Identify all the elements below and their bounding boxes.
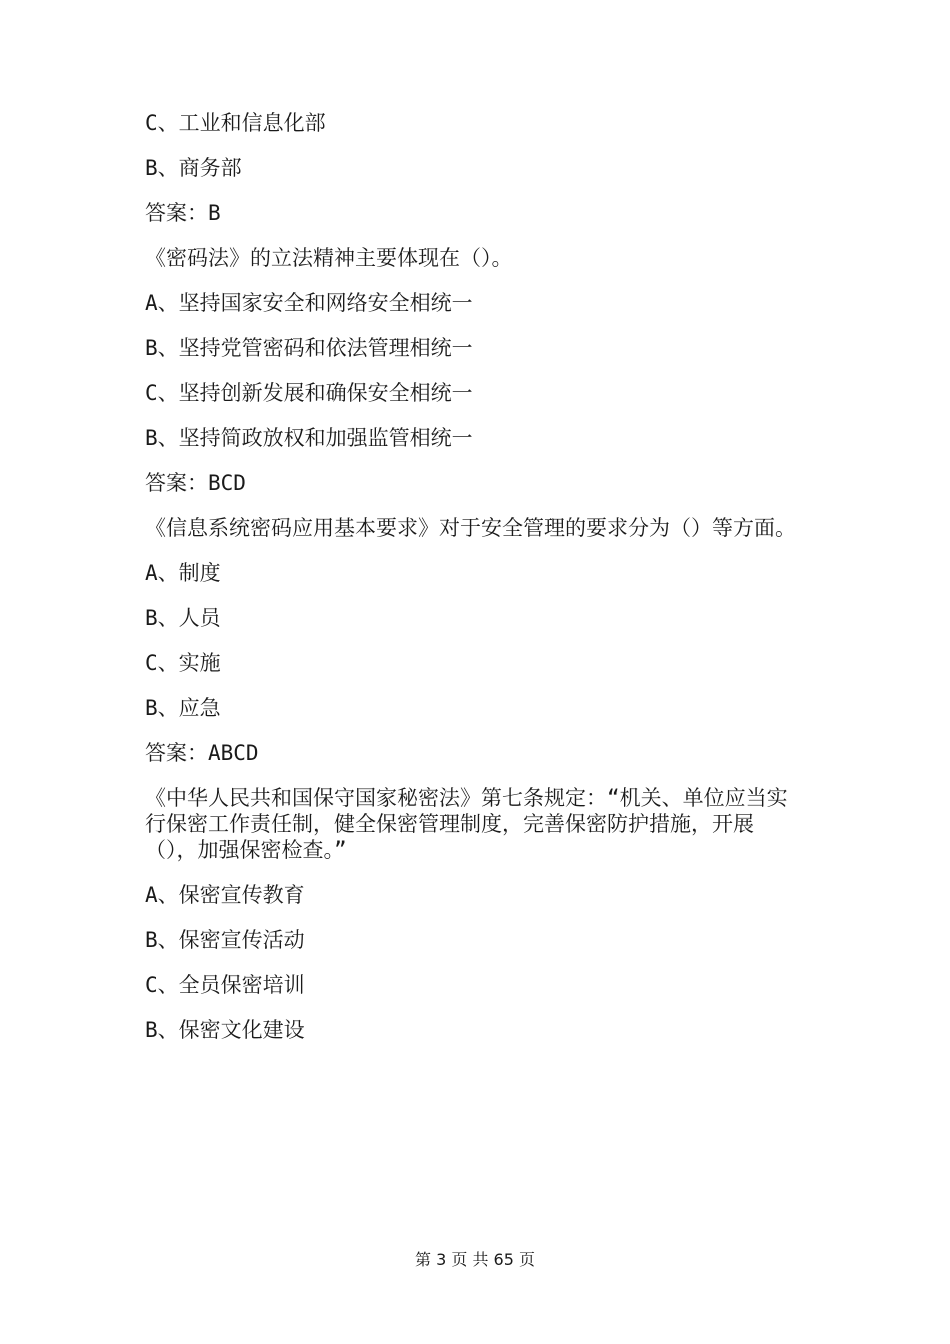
question-text: 《密码法》的立法精神主要体现在（）。 bbox=[145, 246, 513, 270]
answer-text: 答案：B bbox=[145, 201, 221, 225]
answer-text: 答案：BCD bbox=[145, 471, 246, 495]
question-text: 《信息系统密码应用基本要求》对于安全管理的要求分为（）等方面。 bbox=[145, 516, 796, 540]
option-text: B、人员 bbox=[145, 606, 221, 630]
option-text: B、保密宣传活动 bbox=[145, 928, 305, 952]
option-text: C、工业和信息化部 bbox=[145, 111, 326, 135]
option-text: A、保密宣传教育 bbox=[145, 883, 305, 907]
answer-text: 答案：ABCD bbox=[145, 741, 259, 765]
option-text: B、应急 bbox=[145, 696, 221, 720]
question-text: 《中华人民共和国保守国家秘密法》第七条规定：“机关、单位应当实行保密工作责任制，健全保密管理制度，完善保密防护措施，开展（），加强保密检查。” bbox=[145, 786, 788, 862]
option-text: B、坚持简政放权和加强监管相统一 bbox=[145, 426, 473, 450]
option-text: B、商务部 bbox=[145, 156, 242, 180]
option-text: A、制度 bbox=[145, 561, 221, 585]
option-text: C、全员保密培训 bbox=[145, 973, 305, 997]
document-body bbox=[145, 110, 805, 1062]
option-text: B、坚持党管密码和依法管理相统一 bbox=[145, 336, 473, 360]
page-number: 第 3 页 共 65 页 bbox=[415, 1250, 535, 1269]
option-text: C、坚持创新发展和确保安全相统一 bbox=[145, 381, 473, 405]
option-text: C、实施 bbox=[145, 651, 221, 675]
option-text: A、坚持国家安全和网络安全相统一 bbox=[145, 291, 473, 315]
option-text: B、保密文化建设 bbox=[145, 1018, 305, 1042]
